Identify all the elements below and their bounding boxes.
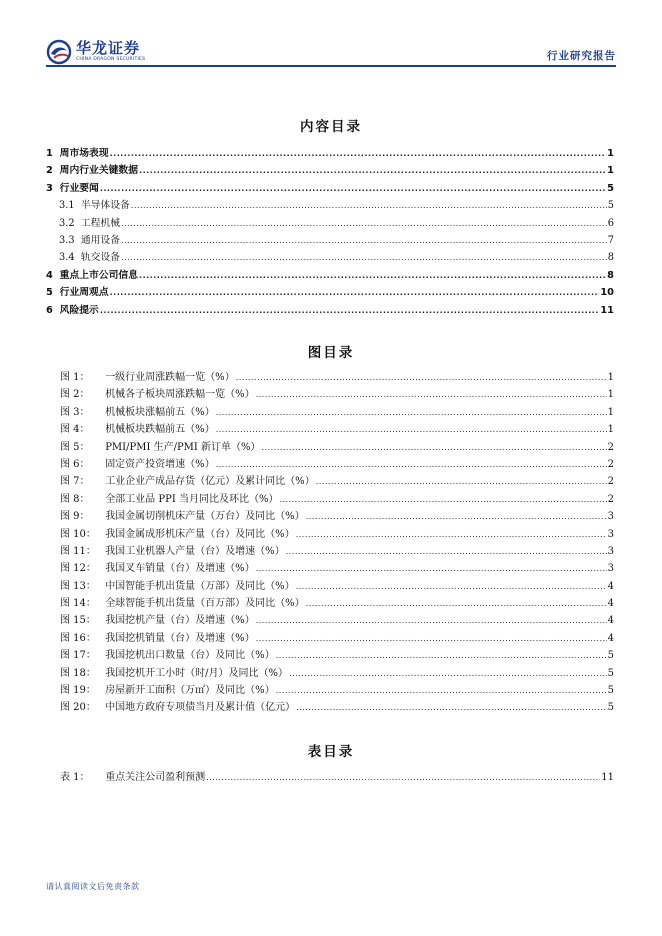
entry-text: [59, 249, 120, 266]
dot-leader: [131, 197, 607, 214]
entry-number: 3.1: [59, 200, 75, 212]
entry-number: 2: [46, 165, 53, 177]
entry-label: 机械板块涨幅前五（%）: [105, 406, 215, 418]
figure-entry[interactable]: [46, 699, 614, 716]
dot-leader: [262, 439, 607, 456]
entry-text: [60, 630, 255, 647]
figure-entry[interactable]: [46, 560, 614, 577]
entry-text: [60, 421, 215, 438]
entry-label: 周市场表现: [59, 148, 109, 159]
entry-page-number: 4: [607, 580, 614, 592]
figure-entry[interactable]: [46, 439, 614, 456]
entry-number: 图 14：: [60, 598, 96, 610]
entry-number: 图 12：: [60, 563, 96, 575]
contents-title: 内容目录: [300, 119, 362, 135]
entry-number: 1: [46, 148, 53, 159]
entry-label: 中国地方政府专项债当月及累计值（亿元）: [105, 702, 296, 714]
entry-page-number: 2: [607, 441, 614, 453]
toc-entry[interactable]: [46, 145, 614, 162]
dot-leader: [216, 456, 607, 473]
entry-label: 行业周观点: [59, 287, 109, 299]
entry-number: 3.2: [59, 217, 75, 229]
dot-leader: [306, 508, 607, 525]
entry-text: [60, 665, 288, 682]
entry-number: 图 8：: [60, 493, 90, 505]
entry-number: 图 9：: [60, 511, 90, 523]
entry-text: [46, 162, 138, 179]
entry-page-number: 2: [607, 476, 614, 488]
entry-page-number: 1: [607, 389, 614, 401]
entry-page-number: 4: [607, 598, 614, 610]
logo-english-name: CHINA DRAGON SECURITIES: [76, 57, 146, 63]
table-entry[interactable]: [46, 769, 614, 786]
entry-number: 4: [46, 269, 53, 281]
dot-leader: [276, 682, 607, 699]
dot-leader: [256, 560, 607, 577]
entry-number: 图 7：: [60, 476, 90, 488]
entry-page-number: 5: [607, 650, 614, 662]
entry-label: 工业企业产成品存货（亿元）及累计同比（%）: [105, 476, 315, 488]
entry-number: 图 16：: [60, 632, 96, 644]
entry-page-number: 11: [600, 304, 614, 316]
entry-number: 图 13：: [60, 580, 96, 592]
entry-text: [46, 145, 109, 162]
figure-entry[interactable]: [46, 595, 614, 612]
entry-text: [46, 267, 138, 284]
entry-page-number: 8: [607, 269, 614, 281]
dot-leader: [216, 404, 607, 421]
figure-entry[interactable]: [46, 386, 614, 403]
entry-text: [60, 369, 235, 386]
contents-list: [46, 145, 614, 319]
entry-label: 我国工业机器人产量（台）及增速（%）: [105, 545, 285, 557]
entry-page-number: 1: [607, 406, 614, 418]
entry-label: 固定资产投资增速（%）: [105, 458, 215, 470]
entry-label: 轨交设备: [80, 252, 121, 264]
entry-label: 工程机械: [80, 217, 121, 229]
dot-leader: [139, 267, 606, 284]
toc-entry[interactable]: [46, 162, 614, 179]
company-logo: [46, 38, 145, 66]
entry-text: [60, 595, 305, 612]
toc-entry[interactable]: [46, 284, 614, 301]
report-type-label: 行业研究报告: [547, 50, 616, 62]
dragon-logo-icon: [46, 39, 72, 65]
entry-number: 3.4: [59, 252, 75, 264]
entry-page-number: 10: [600, 287, 614, 299]
entry-number: 图 19：: [60, 685, 96, 697]
entry-label: 我国叉车销量（台）及增速（%）: [105, 563, 255, 575]
entry-text: [60, 578, 295, 595]
disclaimer-footer: 请认真阅读文后免责条款: [46, 882, 140, 891]
figure-entry[interactable]: [46, 508, 614, 525]
figure-entry[interactable]: [46, 630, 614, 647]
entry-label: 我国金属切削机床产量（万台）及同比（%）: [105, 511, 305, 523]
toc-entry[interactable]: [46, 267, 614, 284]
tables-list: [46, 769, 614, 786]
entry-text: [46, 284, 109, 301]
entry-text: [60, 699, 295, 716]
page-header: [46, 38, 616, 68]
entry-text: [46, 180, 99, 197]
entry-number: 图 11：: [60, 545, 96, 557]
entry-number: 图 20：: [60, 702, 96, 714]
entry-text: [60, 508, 305, 525]
dot-leader: [236, 369, 607, 386]
entry-number: 图 6：: [60, 458, 90, 470]
figure-entry[interactable]: [46, 543, 614, 560]
entry-text: [60, 682, 275, 699]
toc-entry[interactable]: [46, 302, 614, 319]
entry-text: [59, 215, 120, 232]
figure-entry[interactable]: [46, 369, 614, 386]
entry-text: [59, 232, 120, 249]
dot-leader: [121, 215, 607, 232]
entry-text: [60, 526, 295, 543]
figure-entry[interactable]: [46, 526, 614, 543]
entry-page-number: 6: [607, 217, 614, 229]
entry-page-number: 2: [607, 458, 614, 470]
entry-label: 我国挖机销量（台）及增速（%）: [105, 632, 255, 644]
entry-label: 通用设备: [80, 234, 121, 246]
entry-page-number: 5: [607, 667, 614, 679]
dot-leader: [100, 180, 606, 197]
entry-text: [46, 302, 99, 319]
entry-page-number: 1: [607, 372, 614, 383]
entry-label: 半导体设备: [80, 200, 130, 212]
entry-text: [60, 473, 315, 490]
entry-page-number: 3: [607, 563, 614, 575]
entry-number: 图 1：: [60, 372, 90, 383]
dot-leader: [296, 526, 607, 543]
entry-page-number: 3: [607, 511, 614, 523]
entry-page-number: 3: [607, 545, 614, 557]
figure-entry[interactable]: [46, 682, 614, 699]
entry-number: 图 4：: [60, 424, 90, 436]
toc-entry[interactable]: [46, 232, 614, 249]
dot-leader: [121, 249, 607, 266]
entry-page-number: 5: [607, 200, 614, 212]
entry-page-number: 8: [607, 252, 614, 264]
entry-page-number: 1: [607, 148, 614, 159]
figure-entry[interactable]: [46, 491, 614, 508]
figures-title: 图目录: [307, 345, 355, 361]
entry-label: 全球智能手机出货量（百万部）及同比（%）: [105, 598, 305, 610]
entry-page-number: 1: [607, 424, 614, 436]
entry-label: 我国挖机出口数量（台）及同比（%）: [105, 650, 275, 662]
entry-label: 我国挖机产量（台）及增速（%）: [105, 615, 255, 627]
figure-entry[interactable]: [46, 612, 614, 629]
entry-label: 行业要闻: [59, 182, 99, 194]
entry-page-number: 5: [607, 685, 614, 697]
figure-entry[interactable]: [46, 647, 614, 664]
entry-number: 图 15：: [60, 615, 96, 627]
figure-entry[interactable]: [46, 473, 614, 490]
entry-number: 图 3：: [60, 406, 90, 418]
entry-label: 机械各子板块周涨跌幅一览（%）: [105, 389, 255, 401]
entry-text: [60, 647, 275, 664]
entry-page-number: 2: [607, 493, 614, 505]
entry-label: 我国挖机开工小时（时/月）及同比（%）: [105, 667, 289, 679]
entry-label: 我国金属成形机床产量（台）及同比（%）: [105, 528, 295, 540]
entry-label: 中国智能手机出货量（万部）及同比（%）: [105, 580, 295, 592]
figure-entry[interactable]: [46, 665, 614, 682]
toc-entry[interactable]: [46, 215, 614, 232]
dot-leader: [256, 630, 607, 647]
dot-leader: [279, 491, 606, 508]
entry-text: [60, 769, 205, 786]
toc-entry[interactable]: [46, 180, 614, 197]
entry-label: 重点上市公司信息: [59, 269, 139, 281]
entry-page-number: 11: [601, 772, 614, 783]
entry-number: 表 1：: [60, 772, 90, 783]
entry-page-number: 7: [607, 234, 614, 246]
entry-number: 图 5：: [60, 441, 90, 453]
tables-title: 表目录: [307, 744, 355, 760]
entry-text: [60, 560, 255, 577]
entry-number: 3.3: [59, 234, 75, 246]
entry-page-number: 4: [607, 615, 614, 627]
dot-leader: [296, 699, 606, 716]
entry-number: 图 18：: [60, 667, 96, 679]
entry-label: 全部工业品 PPI 当月同比及环比（%）: [105, 493, 279, 505]
dot-leader: [121, 232, 607, 249]
figure-entry[interactable]: [46, 456, 614, 473]
figures-list: [46, 369, 614, 717]
entry-number: 图 17：: [60, 650, 96, 662]
entry-label: 机械板块跌幅前五（%）: [105, 424, 215, 436]
header-divider: [46, 65, 616, 67]
entry-page-number: 5: [607, 182, 614, 194]
entry-text: [60, 612, 255, 629]
dot-leader: [276, 647, 607, 664]
entry-text: [60, 456, 215, 473]
dot-leader: [110, 284, 600, 301]
entry-page-number: 4: [607, 632, 614, 644]
entry-label: 一级行业周涨跌幅一览（%）: [105, 372, 235, 383]
dot-leader: [206, 769, 600, 786]
entry-text: [60, 491, 278, 508]
dot-leader: [316, 473, 607, 490]
dot-leader: [110, 145, 607, 162]
logo-chinese-name: 华龙证券: [76, 39, 141, 58]
dot-leader: [139, 162, 606, 179]
dot-leader: [296, 578, 607, 595]
dot-leader: [216, 421, 607, 438]
figure-entry[interactable]: [46, 421, 614, 438]
dot-leader: [306, 595, 607, 612]
figure-entry[interactable]: [46, 404, 614, 421]
entry-label: 周内行业关键数据: [59, 165, 139, 177]
entry-text: [60, 404, 215, 421]
entry-page-number: 3: [607, 528, 614, 540]
entry-text: [60, 386, 255, 403]
entry-label: 房屋新开工面积（万㎡）及同比（%）: [105, 685, 275, 697]
entry-number: 图 10：: [60, 528, 96, 540]
entry-label: 风险提示: [59, 304, 99, 316]
dot-leader: [256, 386, 607, 403]
entry-number: 6: [46, 304, 53, 316]
dot-leader: [256, 612, 607, 629]
toc-entry[interactable]: [46, 197, 614, 214]
dot-leader: [289, 665, 607, 682]
figure-entry[interactable]: [46, 578, 614, 595]
entry-number: 图 2：: [60, 389, 90, 401]
dot-leader: [286, 543, 607, 560]
entry-page-number: 5: [607, 702, 614, 714]
entry-text: [59, 197, 130, 214]
entry-text: [60, 439, 261, 456]
dot-leader: [100, 302, 600, 319]
entry-number: 3: [46, 182, 53, 194]
entry-page-number: 1: [607, 165, 614, 177]
entry-number: 5: [46, 287, 53, 299]
entry-label: 重点关注公司盈利预测: [105, 772, 206, 783]
entry-label: PMI/PMI 生产/PMI 新订单（%）: [105, 441, 261, 453]
toc-entry[interactable]: [46, 249, 614, 266]
entry-text: [60, 543, 285, 560]
